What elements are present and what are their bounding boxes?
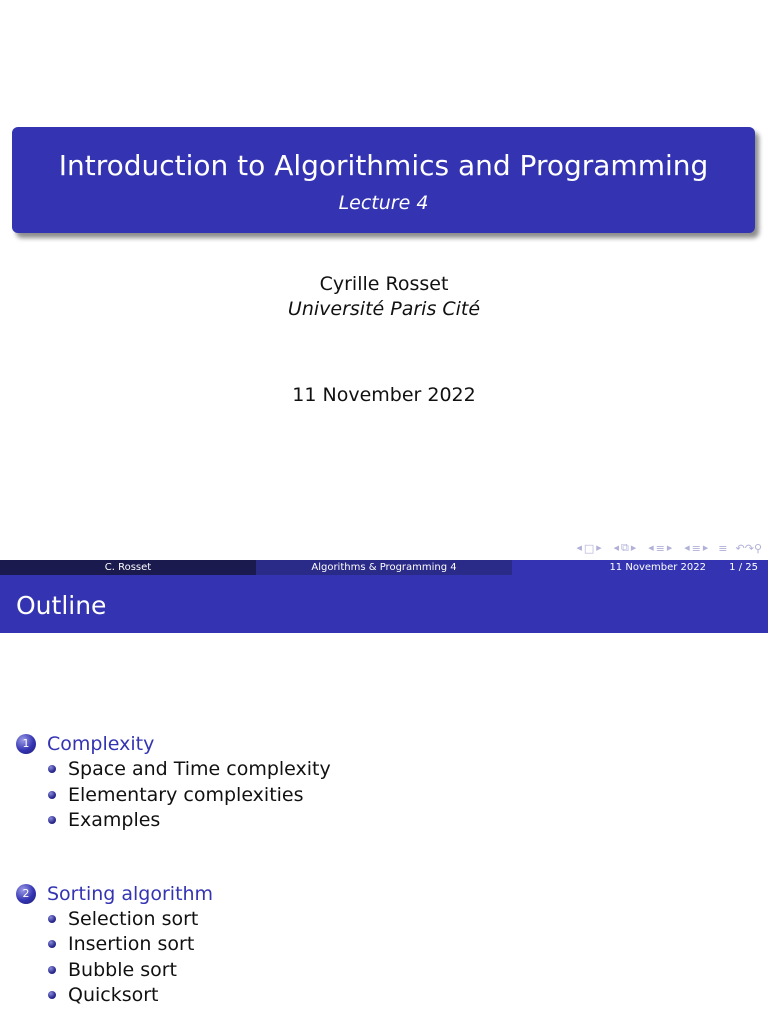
footer-page-number: 1 / 25 [729, 562, 758, 573]
subsection-label: Space and Time complexity [68, 758, 331, 780]
subsection-label: Quicksort [68, 984, 159, 1006]
toc-subsection[interactable] [48, 757, 331, 781]
toc-subsection[interactable] [48, 907, 198, 931]
section-number-ball: 1 [16, 734, 36, 754]
section-nav-icon[interactable]: ◀ ≡ ▶ [648, 541, 673, 555]
toc-section-complexity[interactable] [16, 732, 154, 756]
subsection-label: Selection sort [68, 908, 199, 930]
bullet-icon [48, 791, 56, 799]
subsection-label: Examples [68, 809, 161, 831]
section-label: Sorting algorithm [47, 883, 214, 905]
presentation-title: Introduction to Algorithmics and Programming [58, 149, 709, 182]
section-label: Complexity [47, 733, 155, 755]
frame-title-bar [0, 575, 768, 633]
author-name: Cyrille Rosset [319, 273, 449, 295]
frame-nav-icon[interactable]: ◀ □ ▶ [576, 541, 602, 555]
toc-subsection[interactable] [48, 983, 159, 1007]
institute-name: Université Paris Cité [287, 298, 481, 320]
bullet-icon [48, 816, 56, 824]
presentation-subtitle: Lecture 4 [338, 192, 429, 214]
bullet-icon [48, 966, 56, 974]
navigation-symbols [566, 541, 762, 555]
bullet-icon [48, 991, 56, 999]
presentation-date: 11 November 2022 [292, 384, 476, 406]
subsection-label: Insertion sort [68, 933, 195, 955]
toc-subsection[interactable] [48, 783, 304, 807]
bullet-icon [48, 765, 56, 773]
subsection-label: Bubble sort [68, 959, 177, 981]
toc-subsection[interactable] [48, 808, 160, 832]
bullet-icon [48, 940, 56, 948]
toc-subsection[interactable] [48, 958, 177, 982]
subsection-label: Elementary complexities [68, 784, 304, 806]
document-nav-icon[interactable]: ◀ ≡ ▶ [684, 541, 709, 555]
footer-bar [0, 560, 768, 575]
toc-section-sorting[interactable] [16, 882, 213, 906]
subsection-nav-icon[interactable]: ◀ ⧉ ▶ [613, 541, 637, 554]
footer-title: Algorithms & Programming 4 [256, 560, 512, 575]
search-nav-icon[interactable]: ↶↷ ⚲ [735, 541, 762, 555]
footer-author: C. Rosset [0, 560, 256, 575]
section-number-ball: 2 [16, 884, 36, 904]
footer-date: 11 November 2022 [609, 562, 706, 573]
footer-date-page [512, 560, 768, 575]
toc-subsection[interactable] [48, 932, 194, 956]
frame-title: Outline [16, 591, 107, 620]
title-box [12, 127, 755, 233]
bullet-icon [48, 915, 56, 923]
back-forward-nav-icon[interactable]: ≡ [718, 541, 728, 555]
